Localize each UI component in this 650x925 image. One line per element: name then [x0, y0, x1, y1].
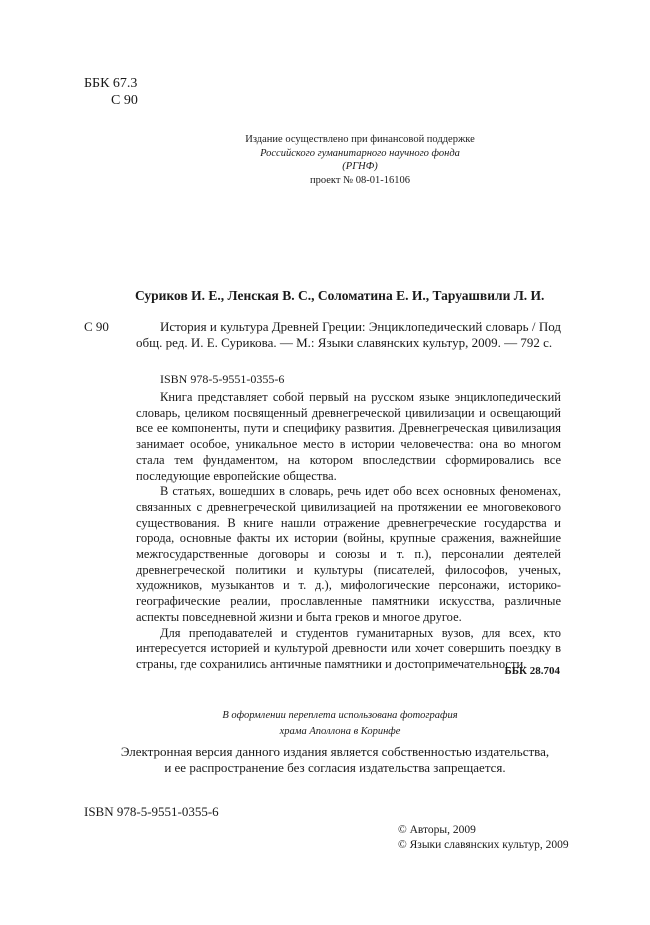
cover-note-line-1: В оформлении переплета использована фотография — [222, 710, 458, 721]
funding-line-2: Российского гуманитарного научного фонда — [260, 147, 460, 159]
annotation-paragraph: В статьях, вошедших в словарь, речь идет обо всех основных феноменах, связанных с древнегреческой цивилизацией на протяжении ее многовекового существования. В книге нашли отражение древнегреческие государства и города, основные факты их истории (войны, крупные сражения, важнейшие межгосударственные договоры и союзы и т. п.), персоналии деятелей древнегреческой политики и культуры (писателей, философов, ученых, художников, музыкантов и т. д.), мифологические персонажи, историко-географические реалии, прославленные памятники искусства, различные аспекты повседневной жизни и быта греков и многое другое. — [136, 484, 561, 624]
author-mark: С 90 — [111, 93, 138, 108]
electronic-notice-line-2: и ее распространение без согласия издательства запрещается. — [164, 760, 506, 775]
electronic-notice — [110, 744, 560, 776]
annotation-paragraph: Книга представляет собой первый на русском языке энциклопедический словарь, целиком посвященный древнегреческой цивилизации и освещающий все ее компоненты, пути и специфику развития. Древнегреческая цивилизация занимает особое, уникальное место в истории человечества: она во многом стала тем фундаментом, на котором впоследствии сформировались все последующие европейские общества. — [136, 390, 561, 483]
funding-line-1: Издание осуществлено при финансовой поддержке — [245, 134, 475, 145]
biblio-isbn: ISBN 978-5-9551-0355-6 — [160, 372, 285, 386]
copyright-publisher: © Языки славянских культур, 2009 — [398, 838, 569, 851]
biblio-index: С 90 — [84, 319, 109, 334]
authors-heading: Суриков И. Е., Ленская В. С., Соломатина Е. И., Таруашвили Л. И. — [135, 288, 545, 303]
footer-isbn: ISBN 978-5-9551-0355-6 — [84, 804, 219, 819]
cover-note — [140, 708, 540, 740]
annotation-paragraph: Для преподавателей и студентов гуманитарных вузов, для всех, кто интересуется историей и культурой древности или хочет совершить поездку в страны, где сохранились античные памятники и достопримечательности. — [136, 625, 561, 671]
funding-project: проект № 08-01-16106 — [310, 174, 410, 186]
copyright-authors: © Авторы, 2009 — [398, 824, 476, 836]
cover-note-line-2: храма Аполлона в Коринфе — [279, 726, 401, 737]
annotation-bbk: ББК 28.704 — [504, 665, 560, 677]
copyright-block — [398, 823, 569, 852]
funding-line-3: (РГНФ) — [342, 161, 378, 172]
electronic-notice-line-1: Электронная версия данного издания является собственностью издательства, — [120, 744, 550, 759]
funding-note — [150, 133, 570, 187]
annotation — [136, 390, 561, 673]
bbk-code: ББК 67.3 — [84, 76, 138, 91]
bibliographic-record — [136, 319, 561, 351]
biblio-text: История и культура Древней Греции: Энциклопедический словарь / Под общ. ред. И. Е. Сурикова. — М.: Языки славянских культур, 2009. — 792 с. — [136, 319, 561, 350]
bbk-classification — [84, 75, 138, 109]
